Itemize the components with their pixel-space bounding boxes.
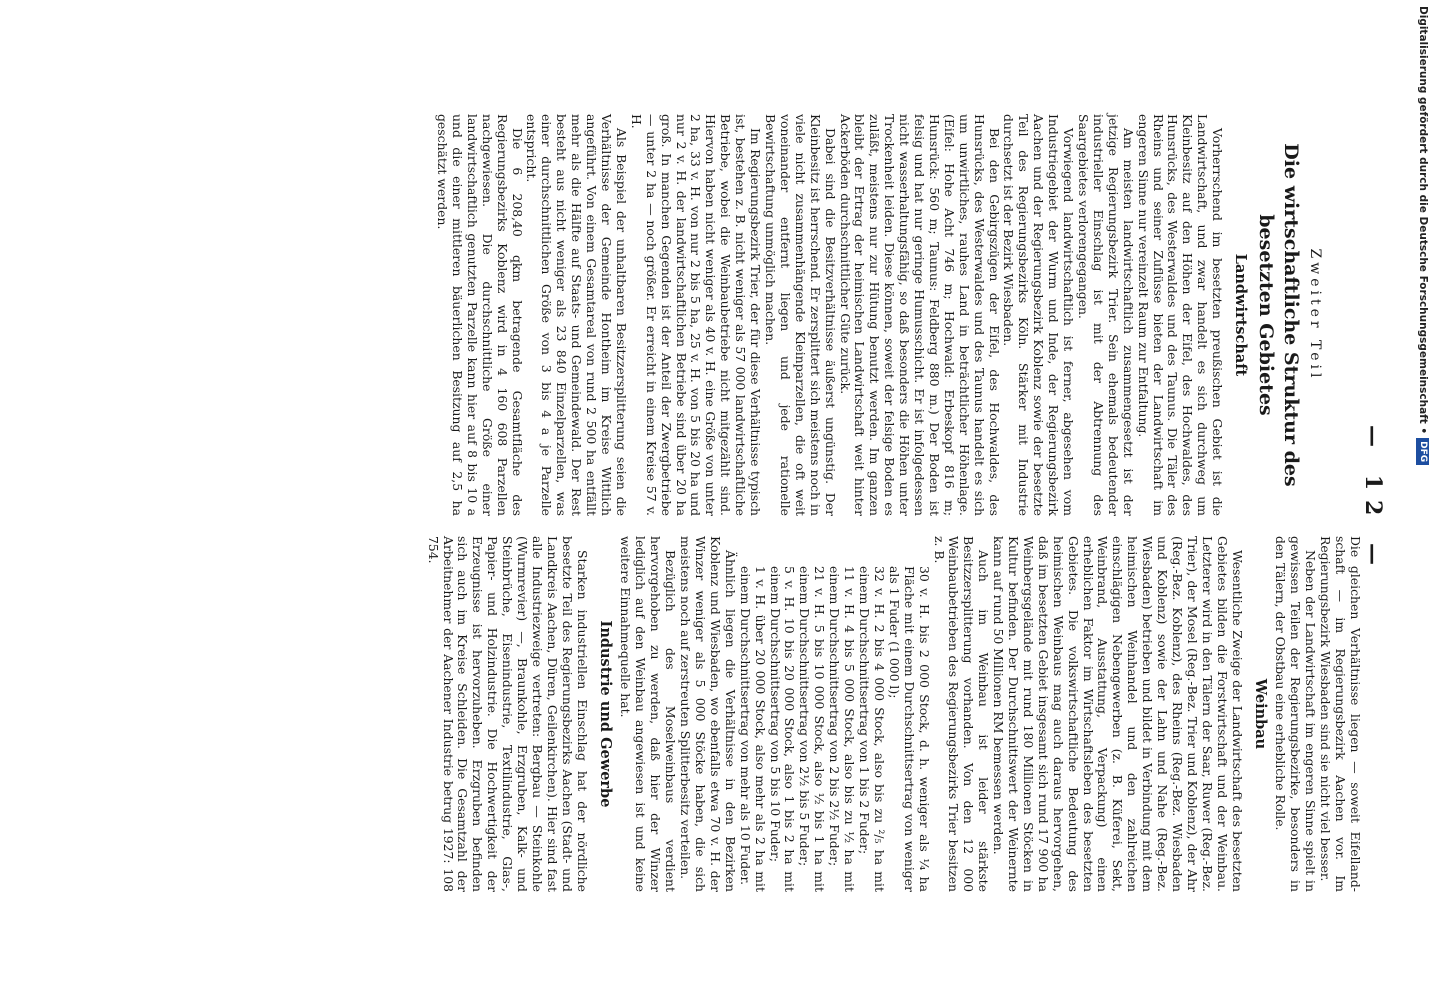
weinbau-list [737,536,931,892]
paragraph: Neben der Landwirtschaft im engeren Sinne spielt in gewissen Teilen der Regierungsbezirke, besonders in den Tälern, der Obstbau eine erhebliche Rolle. [1273,536,1319,892]
paragraph: Am meisten landwirtschaftlich zusammengesetzt ist der jetzige Regierungsbezirk Trier. Sein ehemals bedeutender industrieller Einschlag ist mit der Abtrennung des Saargebietes verlorengegangen. [1076,114,1136,516]
paragraph: Dabei sind die Besitzverhältnisse äußerst ungünstig. Der Kleinbesitz ist herrschend. Er zersplittert sich meistens noch in viele nicht zusammenhängende Kleinparzellen, die oft weit voneinander entfernt liegen und jede rationelle Bewirtschaftung unmöglich machen. [763,114,838,516]
part-label: Zweiter Teil [1307,248,1323,382]
dfg-credit [1414,6,1432,806]
section-heading-landwirtschaft: Landwirtschaft [1232,253,1250,377]
paragraph: Wesentliche Zweige der Landwirtschaft des besetzten Gebietes bilden die Forstwirtschaft und der Weinbau. Letzterer wird in den Tälern der Saar, Ruwer (Reg.-Bez. Trier), der Mosel (Reg.-Bez. Trier und Koblenz), der Ahr (Reg.-Bez. Koblenz), des Rheins (Reg.-Bez. Wiesbaden und Koblenz) sowie der Lahn und Nahe (Reg.-Bez. Wiesbaden) betrieben und bildet in Verbindung mit dem heimischen Weinhandel und den zahlreichen einschlägigen Nebengewerben (z. B. Küferei, Sekt, Weinbrand, Ausstattung, Verpackung) einen erheblichen Faktor im Wirtschaftsleben des besetzten Gebietes. Die volkswirtschaftliche Bedeutung des heimischen Weinbaus mag auch daraus hervorgehen, daß im besetzten Gebiet insgesamt sich rund 17 900 ha Weinbergsgelände mit rund 180 Millionen Stöcken in Kultur befinden. Der Durchschnittswert der Weinernte kann auf rund 50 Millionen RM bemessen werden. [991,536,1245,892]
list-item: 11 v. H. 4 bis 5 000 Stock, also bis zu ½ ha mit einem Durchschnittsertrag von 2 bis 2½ Fuder; [827,566,858,892]
section-heading-industrie: Industrie und Gewerbe [596,620,614,808]
paragraph: Starken industriellen Einschlag hat der nördliche besetzte Teil des Regierungsbezirks Aachen (Stadt- und Landkreis Aachen, Düren, Geilenkirchen). Hier sind fast alle Industriezweige vertreten: Bergbau — Steinkohle (Wurmrevier) —, Braunkohle, Erzgruben, Kalk- und Steinbrüche, Eisenindustrie, Textilindustrie, Glas-, Papier- und Holzindustrie. Die Hochwertigkeit der Erzeugnisse ist hervorzuheben. Erzgruben befinden sich auch im Kreise Schleiden. Die Gesamtzahl der Arbeitnehmer der Aachener Industrie betrug 1927: 108 754. [425,536,590,892]
page-title: Die wirtschaftliche Struktur des besetzten Gebietes [1255,143,1303,487]
paragraph: Ähnlich liegen die Verhältnisse in den Bezirken Koblenz und Wiesbaden, wo ebenfalls etwa 70 v. H. der Winzer weniger als 5 000 Stöcke haben, die sich meistens noch auf zerstreuten Splitterbesitz verteilen. [678,536,738,892]
paragraph: Vorwiegend landwirtschaftlich ist ferner, abgesehen vom Industriegebiet der Wurm und Inde, der Regierungsbezirk Aachen und der Regierungsbezirk Koblenz sowie der besetzte Teil des Regierungsbezirks Köln. Stärker mit Industrie durchsetzt ist der Bezirk Wiesbaden. [1001,114,1077,516]
list-item: 21 v. H. 5 bis 10 000 Stock, also ½ bis 1 ha mit einem Durchschnittsertrag von 2½ bis 5 Fuder; [797,566,828,892]
paragraph: Vorherrschend im besetzten preußischen Gebiet ist die Landwirtschaft, und zwar handelt es sich durchweg um Kleinbesitz auf den Höhen der Eifel, des Hochwaldes, des Hunsrücks, des Westerwaldes und des Taunus. Die Täler des Rheins und seiner Zuflüsse bieten der Landwirtschaft im engeren Sinne nur vereinzelt Raum zur Entfaltung. [1135,114,1226,516]
paragraph: Bezüglich des Moselweinbaus verdient hervorgehoben zu werden, daß hier der Winzer lediglich auf den Weinbau angewiesen ist und keine weitere Einnahmequelle hat. [618,536,679,892]
list-item: 30 v. H. bis 2 000 Stock, d. h. weniger als ¼ ha Fläche mit einem Durchschnittsertrag von weniger als 1 Fuder (1 000 l); [886,566,932,892]
dfg-logo: DFG [1417,438,1430,465]
right-column [425,536,1362,892]
list-item: 32 v. H. 2 bis 4 000 Stock, also bis zu ²/₅ ha mit einem Durchschnittsertrag von 1 bis 2 Fuder; [857,566,887,892]
paragraph: Auch im Weinbau ist leider stärkste Besitzzersplitterung vorhanden. Von den 12 000 Weinbaubetrieben des Regierungsbezirks Trier besitzen z. B. [931,536,992,892]
list-item: 1 v. H. über 20 000 Stock, also mehr als 2 ha mit einem Durchschnittsertrag von mehr als 10 Fuder. [737,566,768,892]
left-column [434,114,1322,516]
paragraph: Als Beispiel der unhaltbaren Besitzzersplitterung seien die Verhältnisse der Gemeinde Hontheim im Kreise Wittlich angeführt. Von einem Gesamtareal von rund 2 500 ha entfällt mehr als die Hälfte auf Staats- und Gemeindewald. Der Rest besteht aus nicht weniger als 23 840 Einzelparzellen, was einer durchschnittlichen Größe von 3 bis 4 a je Parzelle entspricht. [524,114,629,516]
dfg-sidebar [1414,6,1432,806]
dfg-credit-text: Digitalisierung gefördert durch die Deutsche Forschungsgemeinschaft • [1417,6,1429,435]
list-item: 5 v. H. 10 bis 20 000 Stock, also 1 bis 2 ha mit einem Durchschnittsertrag von 5 bis 10 Fuder; [767,566,798,892]
section-heading-weinbau: Weinbau [1251,678,1269,750]
paragraph: Die 6 208,40 qkm betragende Gesamtfläche des Regierungsbezirks Koblenz wird in 4 160 608 Parzellen nachgewiesen. Die durchschnittliche Größe einer landwirtschaftlich genutzten Parzelle kann hier auf 8 bis 10 a und die einer mittleren bäuerlichen Besitzung auf 2,5 ha geschätzt werden. [435,114,525,516]
paragraph: Die gleichen Verhältnisse liegen — soweit Eifelland-schaft — im Regierungsbezirk Aachen vor. Im Regierungsbezirk Wiesbaden sind sie nicht viel besser. [1318,536,1363,892]
paragraph: Im Regierungsbezirk Trier, der für diese Verhältnisse typisch ist, bestehen z. B. nicht weniger als 57 000 landwirtschaftliche Betriebe, wobei die Weinbaubetriebe nicht mitgezählt sind. Hiervon haben nicht weniger als 40 v. H. eine Größe von unter 2 ha, 33 v. H. von nur 2 bis 5 ha, 25 v. H. von 5 bis 20 ha und nur 2 v. H. der landwirtschaftlichen Betriebe sind über 20 ha groß. In manchen Gegenden ist der Anteil der Zwergbetriebe — unter 2 ha — noch größer. Er erreicht in einem Kreise 57 v. H. [628,114,764,516]
page-number: — 12 — [1360,425,1386,575]
paragraph: Bei den Gebirgszügen der Eifel, des Hochwaldes, des Hunsrücks, des Westerwaldes und des Taunus handelt es sich um unwirtliches, rauhes Land in beträchtlicher Höhenlage. (Eifel: Hohe Acht 746 m; Hochwald: Erbeskopf 816 m; Hunsrück: 560 m; Taunus: Feldberg 880 m.) Der Boden ist felsig und hat nur geringe Humusschicht. Er ist infolgedessen nicht wasserhaltungsfähig, so daß besonders die Höhen unter Trockenheit leiden. Diese können, soweit der felsige Boden es zuläßt, meistens nur zur Hütung benutzt werden. Im ganzen bleibt der Ertrag der heimischen Landwirtschaft weit hinter Ackerböden durchschnittlicher Güte zurück. [837,114,1002,516]
